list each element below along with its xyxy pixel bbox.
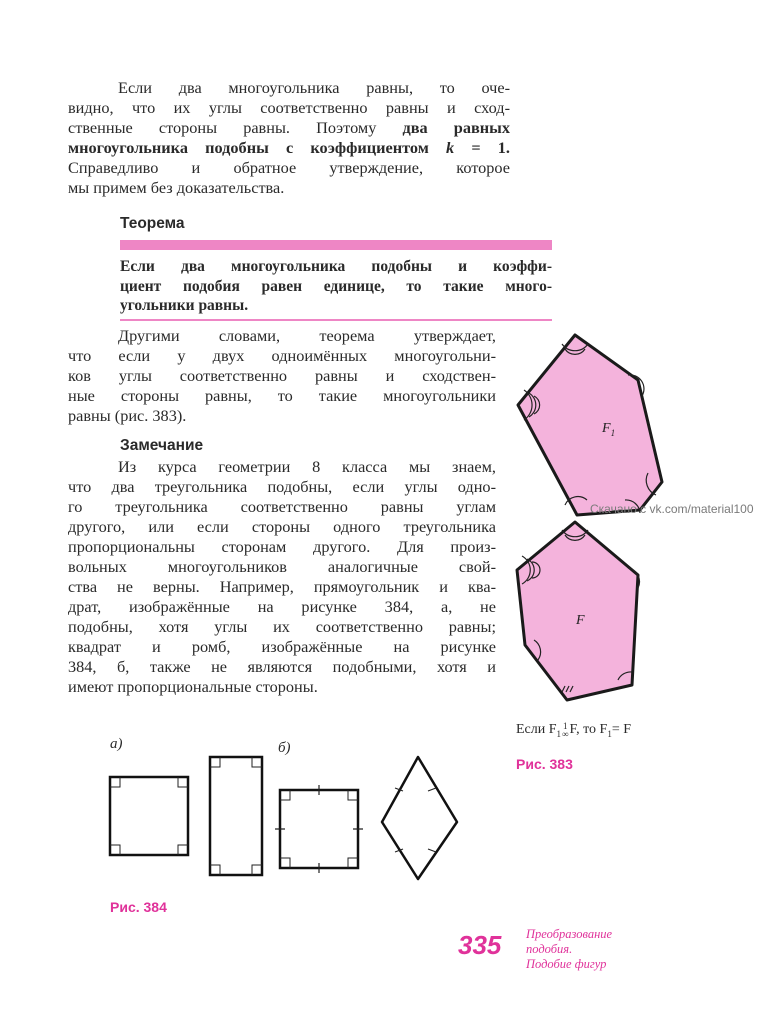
paragraph-remark <box>68 457 496 697</box>
text-line: Справедливо и обратное утверждение, которое <box>68 158 510 177</box>
text-line: что два треугольника подобны, если углы одно- <box>68 477 496 496</box>
text-line: подобны, хотя углы их соответственно равны; <box>68 617 496 636</box>
fig384-label-a: а) <box>110 736 123 752</box>
text-line: другого, или если стороны одного треугольника <box>68 517 496 536</box>
remark-heading: Замечание <box>120 437 204 454</box>
text-line: ные стороны равны, то такие многоугольники <box>68 386 496 405</box>
text-line: 384, б, также не являются подобными, хотя и <box>68 657 496 676</box>
text-line: многоугольника подобны с коэффициентом k = 1. <box>68 138 510 157</box>
square-a <box>110 777 188 855</box>
theorem-text <box>120 257 552 316</box>
square-b <box>280 790 358 868</box>
text-line: Если два многоугольника подобны и коэффи- <box>120 258 552 275</box>
theorem-heading: Теорема <box>120 215 185 232</box>
text-line: драт, изображённые на рисунке 384, а, не <box>68 597 496 616</box>
label-f1: $F_1$ <box>602 421 616 438</box>
figure-383 <box>510 330 680 720</box>
rhombus-b <box>382 757 457 879</box>
text-line: Другими словами, теорема утверждает, <box>118 326 496 345</box>
rectangle-a <box>210 757 262 875</box>
text-line: имеют пропорциональные стороны. <box>68 677 318 696</box>
hexagon-f <box>517 522 638 700</box>
text-line: угольники равны. <box>120 297 249 314</box>
text-line: квадрат и ромб, изображённые на рисунке <box>68 637 496 656</box>
fig384-label-b: б) <box>278 740 291 756</box>
text-line: пропорциональны сторонам другого. Для произ- <box>68 537 496 556</box>
text-line: мы примем без доказательства. <box>68 178 285 197</box>
page-number: 335 <box>458 930 502 960</box>
text-line: ков углы соответственно равны и сходствен- <box>68 366 496 385</box>
text-line: равны (рис. 383). <box>68 406 187 425</box>
text-line: видно, что их углы соответственно равны и сход- <box>68 98 510 117</box>
running-head: Преобразование подобия. Подобие фигур <box>526 927 613 971</box>
fig384-title: Рис. 384 <box>110 899 167 915</box>
fig383-caption: Если $F_11$ ∞F, то $F_1= F$ <box>516 721 632 740</box>
text-line: Из курса геометрии 8 класса мы знаем, <box>118 457 496 476</box>
hexagon-f1 <box>518 335 662 515</box>
text-line: вольных многоугольников аналогичные свой- <box>68 557 496 576</box>
theorem-top-bar <box>120 240 552 250</box>
fig383-title: Рис. 383 <box>516 756 573 772</box>
paragraph-explanation <box>68 326 496 426</box>
text-line: ства не верны. Например, прямоугольник и ква- <box>68 577 496 596</box>
text-line: го треугольника соответственно равны углам <box>68 497 496 516</box>
text-line: Если два многоугольника равны, то оче- <box>118 78 510 97</box>
text-line: ственные стороны равны. Поэтому два равных <box>68 118 510 137</box>
text-line: циент подобия равен единице, то такие много- <box>120 277 552 295</box>
paragraph-intro <box>68 78 510 198</box>
theorem-bottom-line <box>120 319 552 321</box>
text-line: что если у двух одноимённых многоугольни- <box>68 346 496 365</box>
figure-384 <box>105 752 465 882</box>
label-f: F <box>576 613 585 628</box>
watermark: Скачано с vk.com/material100 <box>590 502 754 516</box>
